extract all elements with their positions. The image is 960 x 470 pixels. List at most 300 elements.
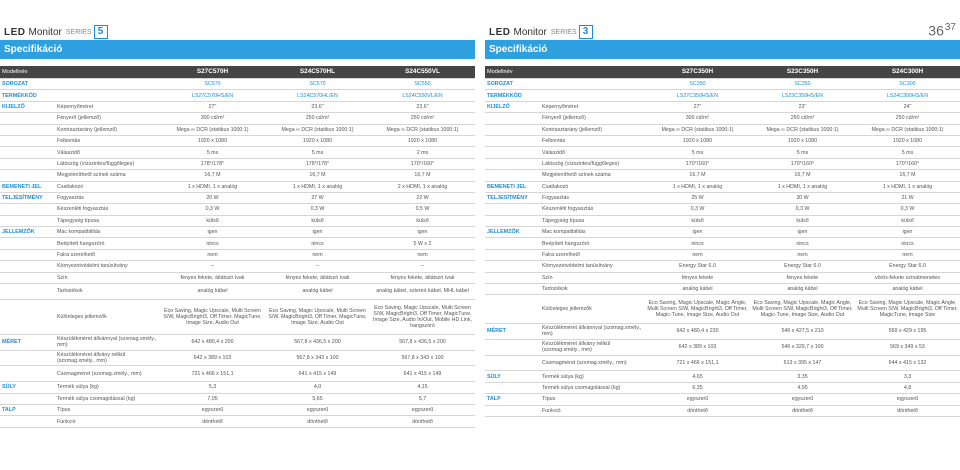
spec-row — [485, 158, 960, 169]
spec-value-cell: igen — [750, 227, 855, 238]
spec-label-cell — [540, 79, 645, 90]
spec-value-cell: 5 W x 2 — [370, 238, 475, 249]
spec-row — [485, 295, 960, 324]
spec-value-cell: külső — [855, 215, 960, 226]
section-cell: TERMÉKKÓD — [0, 90, 55, 101]
spec-label-cell: Típus — [55, 405, 160, 416]
spec-label-cell: Különleges jellemzők — [55, 299, 160, 334]
spec-value-cell: 642 x 480,4 x 230 — [645, 324, 750, 340]
spec-row — [0, 405, 475, 416]
brand-series-text: SERIES — [550, 28, 577, 36]
section-cell — [0, 135, 55, 146]
spec-label-cell: Tápegység típusa — [55, 215, 160, 226]
spec-row — [485, 124, 960, 135]
section-cell — [485, 355, 540, 371]
table-header-row — [485, 66, 960, 79]
spec-row — [0, 101, 475, 112]
spec-row — [485, 90, 960, 101]
spec-value-cell: dönthető — [160, 416, 265, 427]
spec-value-cell: Eco Saving, Magic Upscale, Magic Angle, Multi Screen S/W, MagicBright3, Off Timer, Magic-Tune, Image Size, Audio Out — [750, 295, 855, 324]
spec-value-cell: 642 x 389 x 103 — [160, 350, 265, 366]
spec-row — [0, 90, 475, 101]
spec-value-cell: 569 x 349 x 53 — [855, 339, 960, 355]
section-cell: MÉRET — [485, 324, 540, 340]
spec-value-cell: Eco Saving, Magic Upscale, Magic Angle, Multi Screen S/W, MagicBright3, Off Timer, Magic-Tune, Image Size, Audio Out — [645, 295, 750, 324]
spec-value-cell: dönthető — [645, 405, 750, 416]
spec-value-cell: -- — [265, 261, 370, 272]
spec-value-cell: LS23C350HS/EN — [750, 90, 855, 101]
spec-value-cell: 4,15 — [370, 382, 475, 393]
spec-value-cell: 0,3 W — [645, 204, 750, 215]
spec-value-cell: 6,35 — [645, 382, 750, 393]
spec-value-cell: 0,3 W — [750, 204, 855, 215]
spec-value-cell: egyszerű — [265, 405, 370, 416]
spec-row — [0, 416, 475, 427]
spec-row — [0, 393, 475, 404]
section-cell — [485, 284, 540, 295]
spec-value-cell: 27" — [160, 101, 265, 112]
section-cell — [0, 366, 55, 382]
spec-value-cell: nincs — [160, 238, 265, 249]
spec-row — [0, 366, 475, 382]
spec-table-left — [0, 66, 475, 428]
spec-value-cell: 30 W — [750, 192, 855, 203]
spec-value-cell: igen — [370, 227, 475, 238]
spec-value-cell: Mega ∞ DCR (statikus 1000:1) — [370, 124, 475, 135]
spec-value-cell: 170°/160° — [855, 158, 960, 169]
spec-value-cell: 1920 x 1080 — [855, 135, 960, 146]
section-cell — [485, 135, 540, 146]
spec-label-cell: Fényerő (jellemző) — [540, 113, 645, 124]
spec-value-cell: fényes fekete — [645, 272, 750, 283]
section-cell — [485, 215, 540, 226]
spec-row — [485, 272, 960, 283]
spec-value-cell: 1 x HDMI, 1 x analóg — [645, 181, 750, 192]
spec-value-cell: 27" — [645, 101, 750, 112]
spec-label-cell: Különleges jellemzők — [540, 295, 645, 324]
spec-value-cell: nincs — [750, 238, 855, 249]
spec-row — [485, 170, 960, 181]
spec-row — [0, 272, 475, 283]
section-cell — [0, 215, 55, 226]
spec-value-cell: 0,5 W — [370, 204, 475, 215]
spec-label-cell: Termék súlya (kg) — [540, 371, 645, 382]
section-cell — [485, 204, 540, 215]
spec-value-cell: 7,05 — [160, 393, 265, 404]
section-cell — [485, 261, 540, 272]
spec-value-cell: 300 cd/m² — [160, 113, 265, 124]
section-cell — [485, 147, 540, 158]
spec-value-cell: 641 x 415 x 149 — [370, 366, 475, 382]
section-cell: TELJESÍTMÉNY — [0, 192, 55, 203]
section-cell — [485, 238, 540, 249]
spec-value-cell: 178°/178° — [265, 158, 370, 169]
spec-value-cell: analóg kábel — [265, 284, 370, 300]
spec-value-cell: 1920 x 1080 — [265, 135, 370, 146]
spec-label-cell: Csomagméret (szxmag.xmély., mm) — [55, 366, 160, 382]
spec-value-cell: 0,3 W — [855, 204, 960, 215]
spec-value-cell: Mega ∞ DCR (statikus 1000:1) — [160, 124, 265, 135]
brand-led-text: LED — [4, 26, 26, 38]
section-cell: SOROZAT — [0, 79, 55, 90]
spec-value-cell: 5 ms — [265, 147, 370, 158]
spec-label-cell: Csatlakozó — [540, 181, 645, 192]
spec-label-cell: Környezetvédelmi tanúsítvány — [55, 261, 160, 272]
spec-value-cell: fényes fekete, átlátszó ívak — [265, 272, 370, 283]
spec-value-cell: analóg kábel, sztereó kábel, MHL kábel — [370, 284, 475, 300]
spec-label-cell: Termék súlya csomagolással (kg) — [540, 382, 645, 393]
spec-label-cell: Tartozékok — [540, 284, 645, 295]
spec-value-cell: külső — [645, 215, 750, 226]
section-cell: TALP — [485, 394, 540, 405]
spec-label-cell: Készülékméret állvány nélkül (szxmag.xmély., mm) — [55, 350, 160, 366]
model-name-cell: S24C570HL — [265, 66, 370, 79]
spec-label-cell: Felbontás — [55, 135, 160, 146]
spec-value-cell: 170°/160° — [370, 158, 475, 169]
spec-row — [0, 147, 475, 158]
section-cell — [0, 158, 55, 169]
spec-value-cell: nem — [265, 249, 370, 260]
spec-value-cell: 170°/160° — [750, 158, 855, 169]
spec-label-cell: Válaszidő — [55, 147, 160, 158]
spec-label-cell: Mac kompatibilitás — [540, 227, 645, 238]
section-cell — [0, 204, 55, 215]
spec-row — [485, 204, 960, 215]
spec-row — [485, 382, 960, 393]
spec-value-cell: 25 W — [645, 192, 750, 203]
spec-label-cell: Megjeleníthető színek száma — [540, 170, 645, 181]
spec-row — [485, 147, 960, 158]
spec-value-cell: 24" — [855, 101, 960, 112]
spec-value-cell: Mega ∞ DCR (statikus 1000:1) — [750, 124, 855, 135]
page-number-left: 36 — [928, 22, 944, 39]
spec-value-cell: 20 W — [160, 192, 265, 203]
spec-label-cell: Mac kompatibilitás — [55, 227, 160, 238]
table-header-row — [0, 66, 475, 79]
spec-value-cell: dönthető — [750, 405, 855, 416]
spec-label-cell: Készülékméret állvány nélkül (szxmag.xmély., mm) — [540, 339, 645, 355]
section-cell — [0, 147, 55, 158]
spec-label-cell: Látószög (vízszintes/függőleges) — [540, 158, 645, 169]
spec-value-cell: nincs — [855, 238, 960, 249]
section-cell — [485, 272, 540, 283]
section-cell — [0, 249, 55, 260]
spec-value-cell: nem — [160, 249, 265, 260]
spec-row — [485, 339, 960, 355]
spec-label-cell — [540, 90, 645, 101]
spec-label-cell: Termék súlya (kg) — [55, 382, 160, 393]
section-cell — [485, 405, 540, 416]
spec-row — [485, 355, 960, 371]
spec-row — [0, 334, 475, 350]
spec-label-cell: Készenléti fogyasztás — [55, 204, 160, 215]
spec-label-cell: Készenléti fogyasztás — [540, 204, 645, 215]
section-cell: TERMÉKKÓD — [485, 90, 540, 101]
spec-row — [0, 79, 475, 90]
brand-logo-left — [4, 25, 108, 39]
section-cell — [0, 238, 55, 249]
spec-value-cell: vörös-fekete színátmenetes — [855, 272, 960, 283]
spec-value-cell: 170°/160° — [645, 158, 750, 169]
spec-value-cell: SC570 — [265, 79, 370, 90]
section-cell — [0, 170, 55, 181]
spec-value-cell: 1 x HDMI, 1 x analóg — [750, 181, 855, 192]
model-name-cell: S24C300H — [855, 66, 960, 79]
section-cell: KIJELZŐ — [0, 101, 55, 112]
brand-monitor-text: Monitor — [28, 26, 62, 38]
spec-value-cell: 3,35 — [750, 371, 855, 382]
spec-value-cell: Energy Star 6.0 — [645, 261, 750, 272]
spec-value-cell: 569 x 429 x 195 — [855, 324, 960, 340]
spec-value-cell: Eco Saving, Magic Upscale, Magic Angle, Multi Screen S/W, MagicBright3, Off Timer, MagicTune, Image Size — [855, 295, 960, 324]
spec-value-cell: 721 x 466 x 151,1 — [160, 366, 265, 382]
spec-value-cell: -- — [370, 261, 475, 272]
header-label-cell: Modellnév — [0, 66, 55, 79]
section-cell — [0, 350, 55, 366]
spec-row — [485, 261, 960, 272]
spec-row — [485, 371, 960, 382]
series-number-badge: 5 — [94, 25, 108, 39]
model-name-cell: S23C350H — [750, 66, 855, 79]
header-spacer-cell — [540, 66, 645, 79]
spec-value-cell: SC350 — [645, 79, 750, 90]
model-name-cell: S27C570H — [160, 66, 265, 79]
spec-value-cell: SC550 — [370, 79, 475, 90]
spec-value-cell: nem — [645, 249, 750, 260]
spec-label-cell: Válaszidő — [540, 147, 645, 158]
spec-label-cell: Tápegység típusa — [540, 215, 645, 226]
spec-label-cell — [55, 79, 160, 90]
brand-series-text: SERIES — [65, 28, 92, 36]
page-number-right: 37 — [944, 22, 956, 33]
right-page — [485, 0, 960, 470]
section-cell — [0, 124, 55, 135]
spec-value-cell: 27 W — [265, 192, 370, 203]
spec-value-cell: 16,7 M — [160, 170, 265, 181]
spec-label-cell: Fogyasztás — [540, 192, 645, 203]
section-cell: JELLEMZŐK — [0, 227, 55, 238]
spec-value-cell: 23" — [750, 101, 855, 112]
section-cell — [485, 339, 540, 355]
spec-row — [485, 227, 960, 238]
spec-label-cell: Felbontás — [540, 135, 645, 146]
spec-value-cell: 5 ms — [855, 147, 960, 158]
brand-led-text: LED — [489, 26, 511, 38]
section-cell: TALP — [0, 405, 55, 416]
spec-value-cell: 22 W — [370, 192, 475, 203]
spec-label-cell: Fogyasztás — [55, 192, 160, 203]
spec-label-cell: Képernyőméret — [540, 101, 645, 112]
spec-value-cell: 4,0 — [265, 382, 370, 393]
section-cell — [485, 249, 540, 260]
spec-value-cell: nincs — [645, 238, 750, 249]
spec-value-cell: Mega ∞ DCR (statikus 1000:1) — [645, 124, 750, 135]
section-cell — [485, 295, 540, 324]
spec-value-cell: nem — [855, 249, 960, 260]
section-cell: JELLEMZŐK — [485, 227, 540, 238]
spec-value-cell: dönthető — [265, 416, 370, 427]
spec-label-cell: Képernyőméret — [55, 101, 160, 112]
spec-row — [485, 405, 960, 416]
section-cell — [0, 261, 55, 272]
spec-value-cell: dönthető — [855, 405, 960, 416]
spec-value-cell: Eco Saving, Magic Upscale, Multi Screen S/W, MagicBright3, Off Timer, MagicTune, Image Size, Audio Out — [160, 299, 265, 334]
spec-value-cell: 5 ms — [645, 147, 750, 158]
spec-value-cell: 567,8 x 436,5 x 200 — [370, 334, 475, 350]
spec-label-cell: Csatlakozó — [55, 181, 160, 192]
spec-row — [485, 135, 960, 146]
spec-value-cell: külső — [370, 215, 475, 226]
spec-value-cell: fényes fekete — [750, 272, 855, 283]
spec-label-cell: Szín — [540, 272, 645, 283]
spec-value-cell: 1 x HDMI, 1 x analóg — [160, 181, 265, 192]
spec-label-cell: Beépített hangszóró — [540, 238, 645, 249]
spec-label-cell: Környezetvédelmi tanúsítvány — [540, 261, 645, 272]
spec-row — [485, 249, 960, 260]
spec-value-cell: 2 ms — [370, 147, 475, 158]
spec-value-cell: 721 x 466 x 151,1 — [645, 355, 750, 371]
spec-label-cell: Kontrasztarány (jellemző) — [540, 124, 645, 135]
spec-value-cell: igen — [645, 227, 750, 238]
spec-label-cell: Funkció — [540, 405, 645, 416]
spec-value-cell: 16,7 M — [855, 170, 960, 181]
spec-value-cell: Energy Star 6.0 — [855, 261, 960, 272]
spec-row — [0, 227, 475, 238]
left-page — [0, 0, 475, 470]
series-number-badge: 3 — [579, 25, 593, 39]
spec-row — [0, 350, 475, 366]
section-cell — [485, 170, 540, 181]
spec-value-cell: analóg kábel — [645, 284, 750, 295]
spec-value-cell: 250 cd/m² — [265, 113, 370, 124]
spec-label-cell: Megjeleníthető színek száma — [55, 170, 160, 181]
spec-row — [0, 158, 475, 169]
spec-value-cell: 300 cd/m² — [645, 113, 750, 124]
spec-label-cell: Készülékméret állvánnyal (szxmag.xmély., mm) — [540, 324, 645, 340]
spec-value-cell: 5 ms — [750, 147, 855, 158]
spec-value-cell: LS27C350HS/EN — [645, 90, 750, 101]
section-cell — [0, 284, 55, 300]
spec-value-cell: egyszerű — [160, 405, 265, 416]
spec-row — [0, 113, 475, 124]
spec-value-cell: SC350 — [750, 79, 855, 90]
spec-table-right — [485, 66, 960, 417]
spec-row — [0, 192, 475, 203]
section-cell: BEMENETI JEL — [0, 181, 55, 192]
spec-value-cell: dönthető — [370, 416, 475, 427]
spec-value-cell: LS24C300HS/EN — [855, 90, 960, 101]
header-label-cell: Modellnév — [485, 66, 540, 79]
spec-row — [0, 204, 475, 215]
spec-row — [0, 249, 475, 260]
spec-value-cell: külső — [265, 215, 370, 226]
section-cell: SÚLY — [485, 371, 540, 382]
section-cell: TELJESÍTMÉNY — [485, 192, 540, 203]
spec-label-cell: Készülékméret állvánnyal (szxmag.xmély., mm) — [55, 334, 160, 350]
section-cell — [0, 299, 55, 334]
spec-value-cell: 23,6" — [265, 101, 370, 112]
spec-value-cell: 1920 x 1080 — [750, 135, 855, 146]
spec-value-cell: 4,8 — [855, 382, 960, 393]
spec-value-cell: SC300 — [855, 79, 960, 90]
section-cell: SOROZAT — [485, 79, 540, 90]
spec-label-cell: Termék súlya csomagolással (kg) — [55, 393, 160, 404]
spec-value-cell: 16,7 M — [750, 170, 855, 181]
spec-value-cell: LS24C550VL/EN — [370, 90, 475, 101]
spec-value-cell: analóg kábel — [855, 284, 960, 295]
spec-row — [485, 394, 960, 405]
spec-value-cell: 567,8 x 343 x 100 — [370, 350, 475, 366]
spec-row — [0, 170, 475, 181]
spec-value-cell: -- — [160, 261, 265, 272]
spec-value-cell: 1920 x 1080 — [645, 135, 750, 146]
spec-banner: Specifikáció — [485, 40, 960, 59]
section-cell: SÚLY — [0, 382, 55, 393]
spec-row — [485, 181, 960, 192]
section-cell — [485, 382, 540, 393]
spec-row — [485, 238, 960, 249]
spec-value-cell: Eco Saving, Magic Upscale, Multi Screen S/W, MagicBright3, Off Timer, MagicTune, Image Size, Audio Out — [265, 299, 370, 334]
spec-label-cell: Funkció — [55, 416, 160, 427]
spec-value-cell: Eco Saving, Magic Upscale, Multi Screen S/W, MagicBright3, Off Timer, MagicTune, Image Size, Audio In/Out, Mobile HD Link, hangszóró — [370, 299, 475, 334]
spec-row — [0, 284, 475, 300]
spec-value-cell: LS27C570HS/EN — [160, 90, 265, 101]
section-cell — [485, 158, 540, 169]
spec-value-cell: 3,3 — [855, 371, 960, 382]
spec-value-cell: 16,7 M — [645, 170, 750, 181]
spec-value-cell: 613 x 395 x 147 — [750, 355, 855, 371]
spec-value-cell: Mega ∞ DCR (statikus 1000:1) — [265, 124, 370, 135]
spec-value-cell: 250 cd/m² — [370, 113, 475, 124]
spec-row — [0, 181, 475, 192]
spec-label-cell: Tartozékok — [55, 284, 160, 300]
spec-value-cell: analóg kábel — [160, 284, 265, 300]
spec-value-cell: 567,8 x 436,5 x 200 — [265, 334, 370, 350]
spec-label-cell: Látószög (vízszintes/függőleges) — [55, 158, 160, 169]
spec-value-cell: 1920 x 1080 — [370, 135, 475, 146]
spec-value-cell: LS24C570HL/EN — [265, 90, 370, 101]
spec-label-cell: Kontrasztarány (jellemző) — [55, 124, 160, 135]
spec-value-cell: Energy Star 6.0 — [750, 261, 855, 272]
spec-row — [0, 382, 475, 393]
spec-value-cell: fényes fekete, átlátszó ívak — [160, 272, 265, 283]
spec-row — [0, 238, 475, 249]
spec-value-cell: 4,95 — [750, 382, 855, 393]
section-cell — [0, 272, 55, 283]
spec-label-cell: Falra szerelhető — [55, 249, 160, 260]
spec-value-cell: nem — [750, 249, 855, 260]
spec-label-cell: Szín — [55, 272, 160, 283]
spec-value-cell: 5 ms — [160, 147, 265, 158]
spec-value-cell: egyszerű — [855, 394, 960, 405]
spec-row — [0, 261, 475, 272]
spec-value-cell: 567,8 x 343 x 100 — [265, 350, 370, 366]
section-cell — [485, 113, 540, 124]
spec-value-cell: SC570 — [160, 79, 265, 90]
section-cell — [485, 124, 540, 135]
spec-value-cell: 5,65 — [265, 393, 370, 404]
spec-value-cell: 178°/178° — [160, 158, 265, 169]
spec-row — [485, 113, 960, 124]
spec-row — [0, 135, 475, 146]
section-cell: MÉRET — [0, 334, 55, 350]
spec-value-cell: 4,65 — [645, 371, 750, 382]
brand-monitor-text: Monitor — [513, 26, 547, 38]
spec-value-cell: Mega ∞ DCR (statikus 1000:1) — [855, 124, 960, 135]
spec-value-cell: 16,7 M — [370, 170, 475, 181]
spec-value-cell: 1 x HDMI, 1 x analóg — [265, 181, 370, 192]
brand-logo-right — [489, 25, 593, 39]
